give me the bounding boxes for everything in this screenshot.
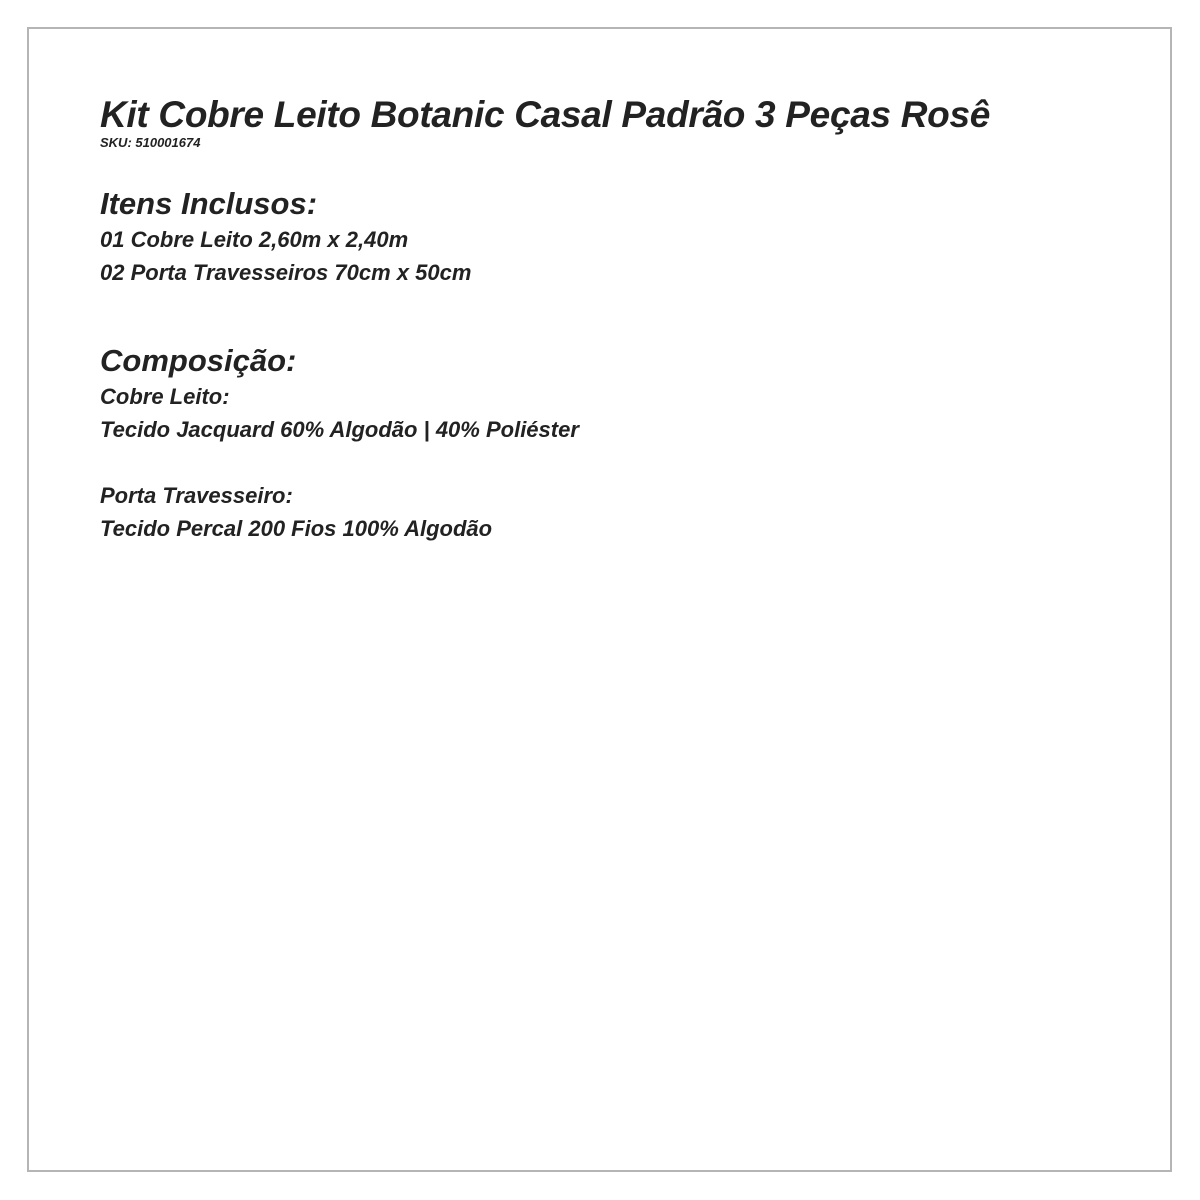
composition-value-pillowcase: Tecido Percal 200 Fios 100% Algodão	[100, 516, 493, 541]
composition-value-bedspread: Tecido Jacquard 60% Algodão | 40% Poliéster	[100, 417, 579, 442]
product-sku: SKU: 510001674	[100, 135, 201, 150]
composition-label-pillowcase: Porta Travesseiro:	[100, 483, 293, 508]
composition-spacer	[100, 446, 1140, 479]
item-line-pillowcases: 02 Porta Travesseiros 70cm x 50cm	[100, 260, 472, 285]
product-description	[100, 92, 1140, 545]
product-title: Kit Cobre Leito Botanic Casal Padrão 3 Peças Rosê	[100, 94, 991, 135]
composition-heading: Composição:	[100, 343, 297, 378]
item-line-bedspread: 01 Cobre Leito 2,60m x 2,40m	[100, 227, 409, 252]
composition-label-bedspread: Cobre Leito:	[100, 384, 230, 409]
items-included-heading: Itens Inclusos:	[100, 186, 318, 221]
